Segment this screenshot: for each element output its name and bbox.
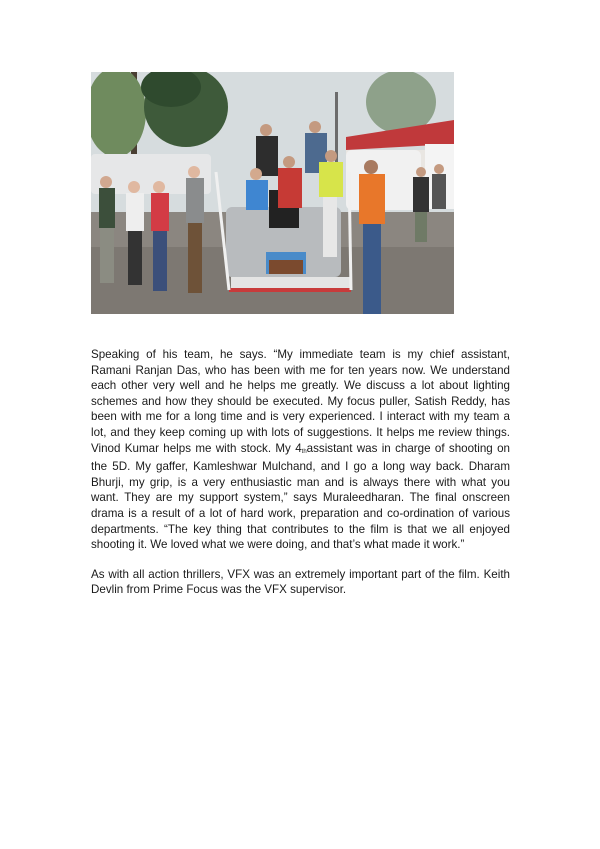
film-crew-photo-illustration xyxy=(91,72,454,314)
article-body xyxy=(91,347,510,612)
paragraph-team xyxy=(91,347,510,553)
ordinal-suffix: th xyxy=(301,448,307,455)
paragraph-team-text-start: Speaking of his team, he says. “My immediate team is my chief assistant, Ramani Ranjan Das, who has been with me for ten years now. We understand each other very well and he helps me greatly. We discuss a lot about lighting schemes and how they should be executed. My focus puller, Satish Reddy, has been with me for a long time and is very experienced. I interact with my team a lot, and they keep coming up with lots of suggestions. It helps me review things. Vinod Kumar helps me with stock. My 4 xyxy=(91,348,510,455)
light-pole xyxy=(335,92,338,162)
paragraph-vfx: As with all action thrillers, VFX was an extremely important part of the film. Keith Devlin from Prime Focus was the VFX supervisor. xyxy=(91,567,510,597)
paragraph-team-text-end: assistant was in charge of shooting on the 5D. My gaffer, Kamleshwar Mulchand, and I go a long way back. Dharam Bhurji, my grip, is a very enthusiastic man and is always there with what you want. They are my support system,” says Muraleedharan. The final onscreen drama is a result of a lot of hard work, preparation and co-ordination of various departments. “The key thing that contributes to the film is that we all enjoyed shooting it. We loved what we were doing, and that’s what made it work.” xyxy=(91,441,510,552)
film-crew-photo xyxy=(91,72,454,314)
